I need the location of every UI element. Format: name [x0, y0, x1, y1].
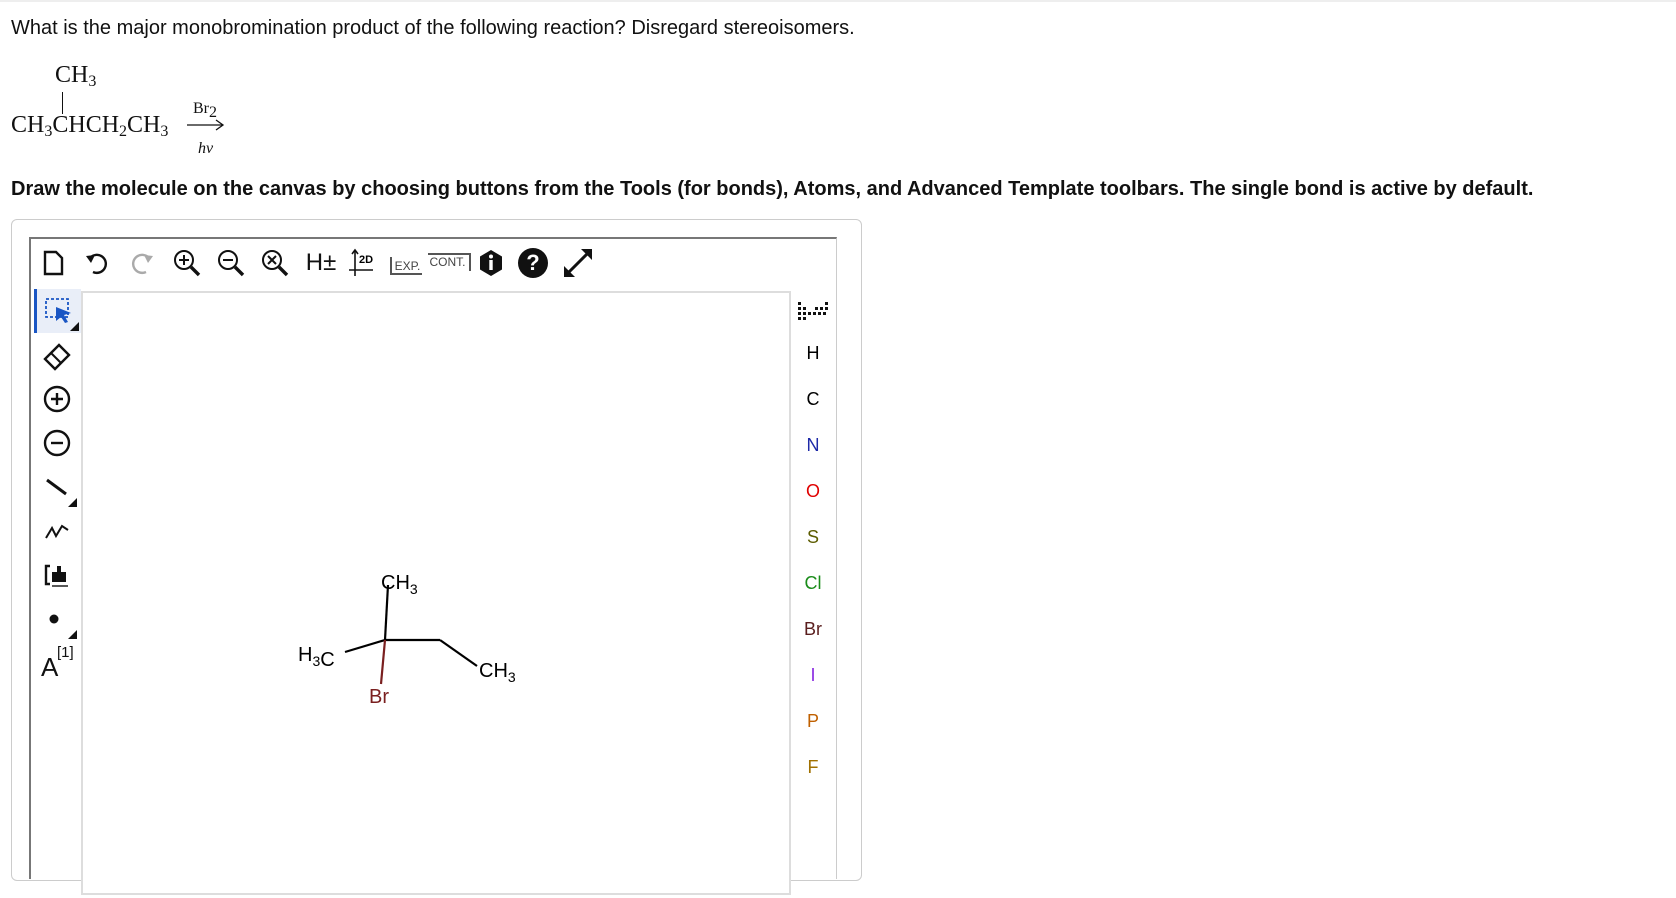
- molecule-structure: [83, 293, 789, 893]
- atom-button-s[interactable]: S: [806, 526, 819, 547]
- chain-tool-button[interactable]: [35, 509, 79, 553]
- atom-button-i[interactable]: I: [810, 664, 816, 685]
- undo-icon: [83, 249, 111, 277]
- minus-charge-icon: [42, 428, 72, 458]
- atom-map-tool-button[interactable]: [35, 639, 79, 683]
- atom-button-n[interactable]: N: [806, 434, 820, 455]
- branch-bond-line: [62, 92, 63, 114]
- atom-button-p[interactable]: P: [806, 710, 819, 731]
- periodic-table-button[interactable]: [791, 291, 835, 331]
- zoom-out-button[interactable]: [215, 247, 247, 279]
- svg-text:2D: 2D: [359, 254, 374, 266]
- svg-text:?: ?: [526, 250, 540, 275]
- radical-tool-button[interactable]: [35, 597, 79, 641]
- reaction-arrow-icon: [186, 118, 226, 132]
- clean-2d-button[interactable]: [346, 247, 380, 279]
- chain-icon: [42, 516, 72, 546]
- zoom-reset-icon: [260, 248, 290, 278]
- molecule-editor: [29, 237, 837, 879]
- atom-button-cl[interactable]: Cl: [804, 572, 822, 593]
- reaction-reagent: $Br_2$: [193, 100, 217, 121]
- atom-button-c[interactable]: C: [806, 388, 820, 409]
- eraser-icon: [41, 339, 73, 371]
- zoom-in-button[interactable]: [171, 247, 203, 279]
- atom-button-f[interactable]: F: [807, 756, 819, 777]
- reaction-main-chain: $CH_3CHCH_2CH_3$: [11, 112, 169, 140]
- new-document-button[interactable]: [37, 247, 69, 279]
- drawing-canvas[interactable]: [81, 291, 791, 895]
- eraser-tool-button[interactable]: [35, 333, 79, 377]
- single-bond-tool-button[interactable]: [35, 465, 79, 509]
- instructions-text: Draw the molecule on the canvas by choosing buttons from the Tools (for bonds), Atoms, and Advanced Template toolbars. The single bond is active by default.: [11, 178, 1534, 200]
- question-text: What is the major monobromination product of the following reaction? Disregard stereoisomers.: [11, 17, 855, 39]
- plus-charge-icon: [42, 384, 72, 414]
- atom-toolbar: [791, 289, 835, 889]
- info-button[interactable]: [475, 247, 507, 279]
- hydrogen-toggle-icon: H±: [305, 249, 337, 276]
- left-methyl-label: $H_3C$: [298, 644, 335, 671]
- top-divider: [0, 0, 1676, 2]
- top-toolbar: [31, 239, 836, 289]
- info-icon: [477, 249, 505, 277]
- template-icon: [42, 560, 72, 590]
- select-tool-button[interactable]: [34, 289, 81, 333]
- bond-to-right-methyl: [440, 640, 477, 666]
- atom-button-br[interactable]: Br: [804, 618, 822, 639]
- contract-icon: CONT.: [428, 253, 471, 271]
- bond-to-bromine: [381, 640, 385, 684]
- periodic-table-icon: [796, 300, 830, 322]
- select-tool-menu-indicator: [70, 322, 79, 331]
- undo-button[interactable]: [81, 247, 113, 279]
- redo-button[interactable]: [126, 247, 158, 279]
- zoom-in-icon: [172, 248, 202, 278]
- expand-icon: EXP.: [390, 257, 423, 275]
- right-methyl-label: $CH_3$: [479, 660, 516, 685]
- radical-tool-menu-indicator: [68, 630, 77, 639]
- atom-button-h[interactable]: H: [806, 342, 820, 363]
- fullscreen-button[interactable]: [561, 247, 593, 279]
- zoom-out-icon: [216, 248, 246, 278]
- reaction-scheme: [0, 60, 300, 170]
- template-tool-button[interactable]: [35, 553, 79, 597]
- atom-button-o[interactable]: O: [805, 480, 820, 501]
- fullscreen-icon: [561, 246, 593, 280]
- contract-button[interactable]: [429, 247, 469, 279]
- new-document-icon: [40, 250, 66, 276]
- atom-map-icon: A [1]: [41, 644, 74, 682]
- decrease-charge-button[interactable]: [35, 421, 79, 465]
- zoom-reset-button[interactable]: [259, 247, 291, 279]
- left-toolbar: [31, 289, 79, 889]
- increase-charge-button[interactable]: [35, 377, 79, 421]
- top-methyl-label: $CH_3$: [381, 572, 418, 597]
- bond-to-left-methyl: [345, 640, 385, 652]
- bond-tool-menu-indicator: [68, 498, 77, 507]
- expand-button[interactable]: [388, 247, 424, 279]
- reaction-branch-group: $CH_3$: [55, 62, 97, 90]
- redo-icon: [128, 249, 156, 277]
- bromine-label: Br: [369, 686, 389, 708]
- help-button[interactable]: [517, 247, 549, 279]
- clean-2d-icon: [347, 248, 379, 278]
- hydrogen-toggle-button[interactable]: [303, 247, 339, 279]
- reaction-condition: hν: [198, 140, 214, 157]
- help-icon: [517, 247, 549, 279]
